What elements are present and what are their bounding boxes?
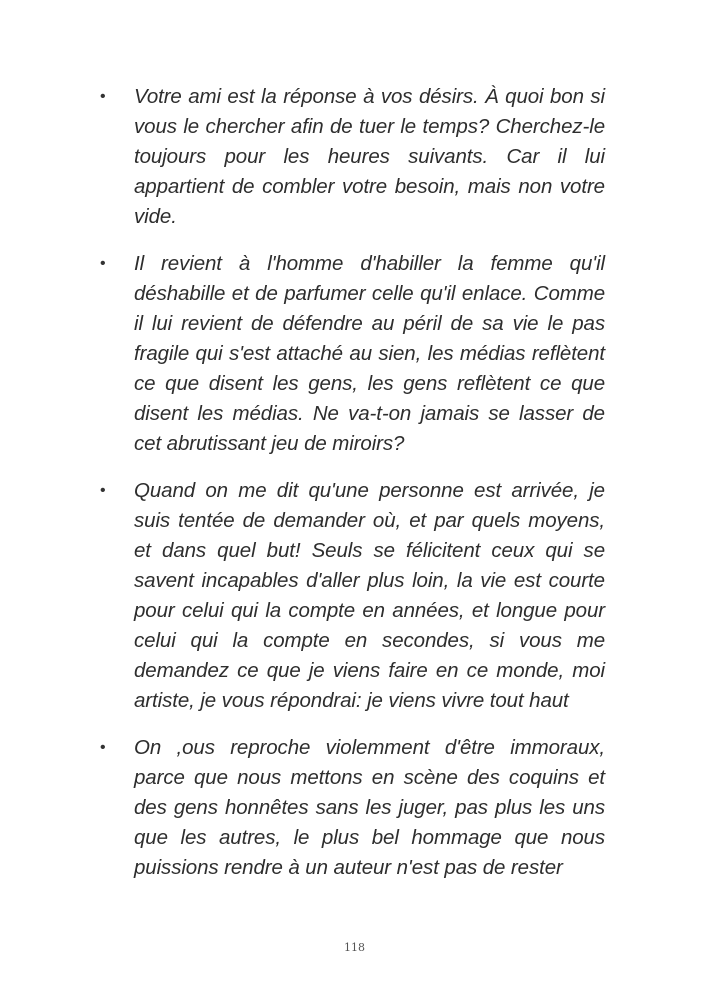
bullet-icon: • <box>100 482 106 499</box>
list-item <box>100 249 605 459</box>
list-item <box>100 733 605 883</box>
paragraph-text: Quand on me dit qu'une personne est arrivée, je suis tentée de demander où, et par quels moyens, et dans quel but! Seuls se félicitent ceux qui se savent incapables d'aller plus loin, la vie est courte pour celui qui la compte en années, et longue pour celui qui la compte en secondes, si vous me demandez ce que je viens faire en ce monde, moi artiste, je vous répondrai: je viens vivre tout haut <box>134 479 605 712</box>
bullet-icon: • <box>100 255 106 272</box>
bullet-list <box>100 82 605 900</box>
list-item <box>100 476 605 716</box>
paragraph-text: Votre ami est la réponse à vos désirs. À quoi bon si vous le chercher afin de tuer le temps? Cherchez-le toujours pour les heures suivants. Car il lui appartient de combler votre besoin, mais non votre vide. <box>134 85 605 228</box>
paragraph-text: Il revient à l'homme d'habiller la femme qu'il déshabille et de parfumer celle qu'il enlace. Comme il lui revient de défendre au péril de sa vie le pas fragile qui s'est attaché au sien, les médias reflètent ce que disent les gens, les gens reflètent ce que disent les médias. Ne va-t-on jamais se lasser de cet abrutissant jeu de miroirs? <box>134 252 605 455</box>
paragraph-text: On ,ous reproche violemment d'être immoraux, parce que nous mettons en scène des coquins et des gens honnêtes sans les juger, pas plus les uns que les autres, le plus bel hommage que nous puissions rendre à un auteur n'est pas de rester <box>134 736 605 879</box>
list-item <box>100 82 605 232</box>
page-number: 118 <box>344 941 365 954</box>
bullet-icon: • <box>100 88 106 105</box>
bullet-icon: • <box>100 739 106 756</box>
